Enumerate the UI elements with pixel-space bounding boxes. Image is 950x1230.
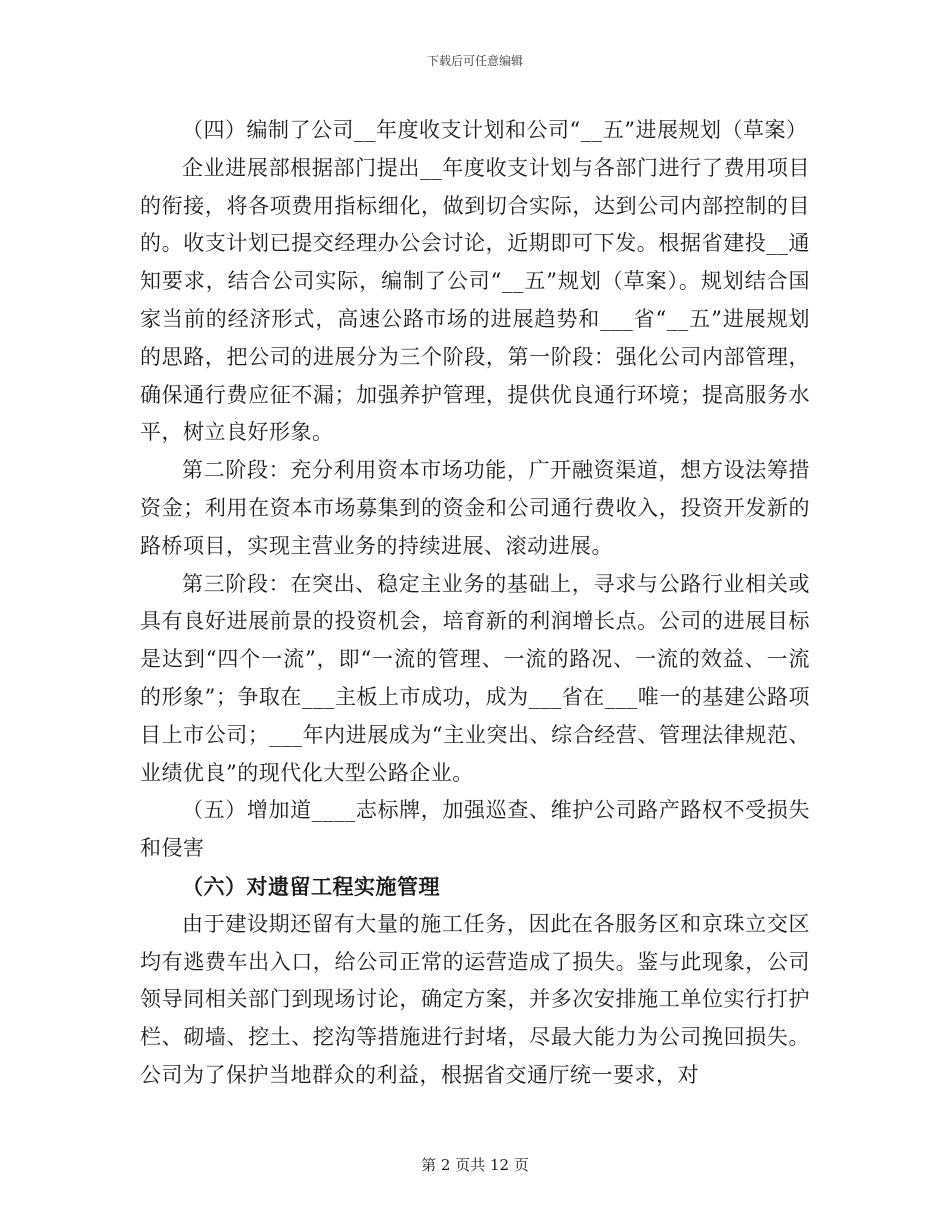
body-paragraph: 由于建设期还留有大量的施工任务，因此在各服务区和京珠立交区均有逃费车出入口，给公司正常的运营造成了损失。鉴与此现象，公司领导同相关部门到现场讨论，确定方案，并多次安排施工单位实行打护栏、砌墙、挖土、挖沟等措施进行封堵，尽最大能力为公司挽回损失。公司为了保护当地群众的利益，根据省交通厅统一要求，对 [140,911,810,1087]
section-heading-five: （五）增加道____志标牌，加强巡查、维护公司路产路权不受损失和侵害 [140,798,810,861]
section-heading-four: （四）编制了公司__年度收支计划和公司“__五”进展规划（草案） [182,118,808,142]
page-header: 下载后可任意编辑 [426,54,523,68]
document-body [140,112,810,1095]
body-paragraph: 企业进展部根据部门提出__年度收支计划与各部门进行了费用项目的衔接，将各项费用指标细化，做到切合实际，达到公司内部控制的目的。收支计划已提交经理办公会讨论，近期即可下发。根据省建投__通知要求，结合公司实际，编制了公司“__五”规划（草案）。规划结合国家当前的经济形式，高速公路市场的进展趋势和___省“__五”进展规划的思路，把公司的进展分为三个阶段，第一阶段：强化公司内部管理，确保通行费应征不漏；加强养护管理，提供优良通行环境；提高服务水平，树立良好形象。 [140,155,810,445]
body-paragraph: 第三阶段：在突出、稳定主业务的基础上，寻求与公路行业相关或具有良好进展前景的投资机会，培育新的利润增长点。公司的进展目标是达到“四个一流”，即“一流的管理、一流的路况、一流的效益、一流的形象”；争取在___主板上市成功，成为___省在___唯一的基建公路项目上市公司；___年内进展成为“主业突出、综合经营、管理法律规范、业绩优良”的现代化大型公路企业。 [140,571,810,785]
body-paragraph: 第二阶段：充分利用资本市场功能，广开融资渠道，想方设法筹措资金；利用在资本市场募集到的资金和公司通行费收入，投资开发新的路桥项目，实现主营业务的持续进展、滚动进展。 [140,458,810,558]
section-heading-six: （六）对遗留工程实施管理 [182,873,440,899]
page-number: 第 2 页共 12 页 [421,1156,529,1174]
